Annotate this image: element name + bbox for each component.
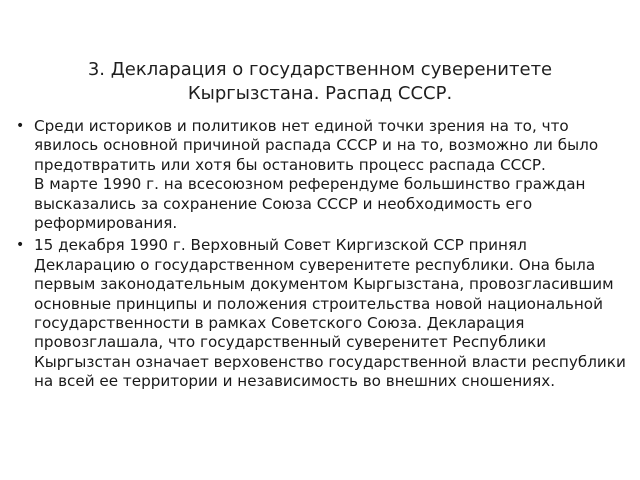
bullet-paragraph: 15 декабря 1990 г. Верховный Совет Киргизской ССР принял Декларацию о государственном суверенитете республики. Она была первым законодательным документом Кыргызстана, провозгласившим основные принципы и положения строительства новой национальной государственности в рамках Советского Союза. Декларация провозглашала, что государственный суверенитет Республики Кыргызстан означает верховенство государственной власти республики на всей ее территории и независимость во внешних сношениях. <box>34 236 626 391</box>
bullet-list <box>14 117 628 395</box>
bullet-paragraph: Среди историков и политиков нет единой точки зрения на то, что явилось основной причиной распада СССР и на то, возможно ли было предотвратить или хотя бы остановить процесс распада СССР. <box>34 117 599 174</box>
bullet-icon: • <box>16 237 25 254</box>
slide-title: 3. Декларация о государственном суверенитете Кыргызстана. Распад СССР. <box>87 59 553 104</box>
list-item <box>14 117 628 233</box>
bullet-icon: • <box>16 118 25 134</box>
bullet-paragraph: В марте 1990 г. на всесоюзном референдуме большинство граждан высказались за сохранение Союза СССР и необходимость его реформирования. <box>34 175 586 233</box>
list-item <box>14 236 628 391</box>
